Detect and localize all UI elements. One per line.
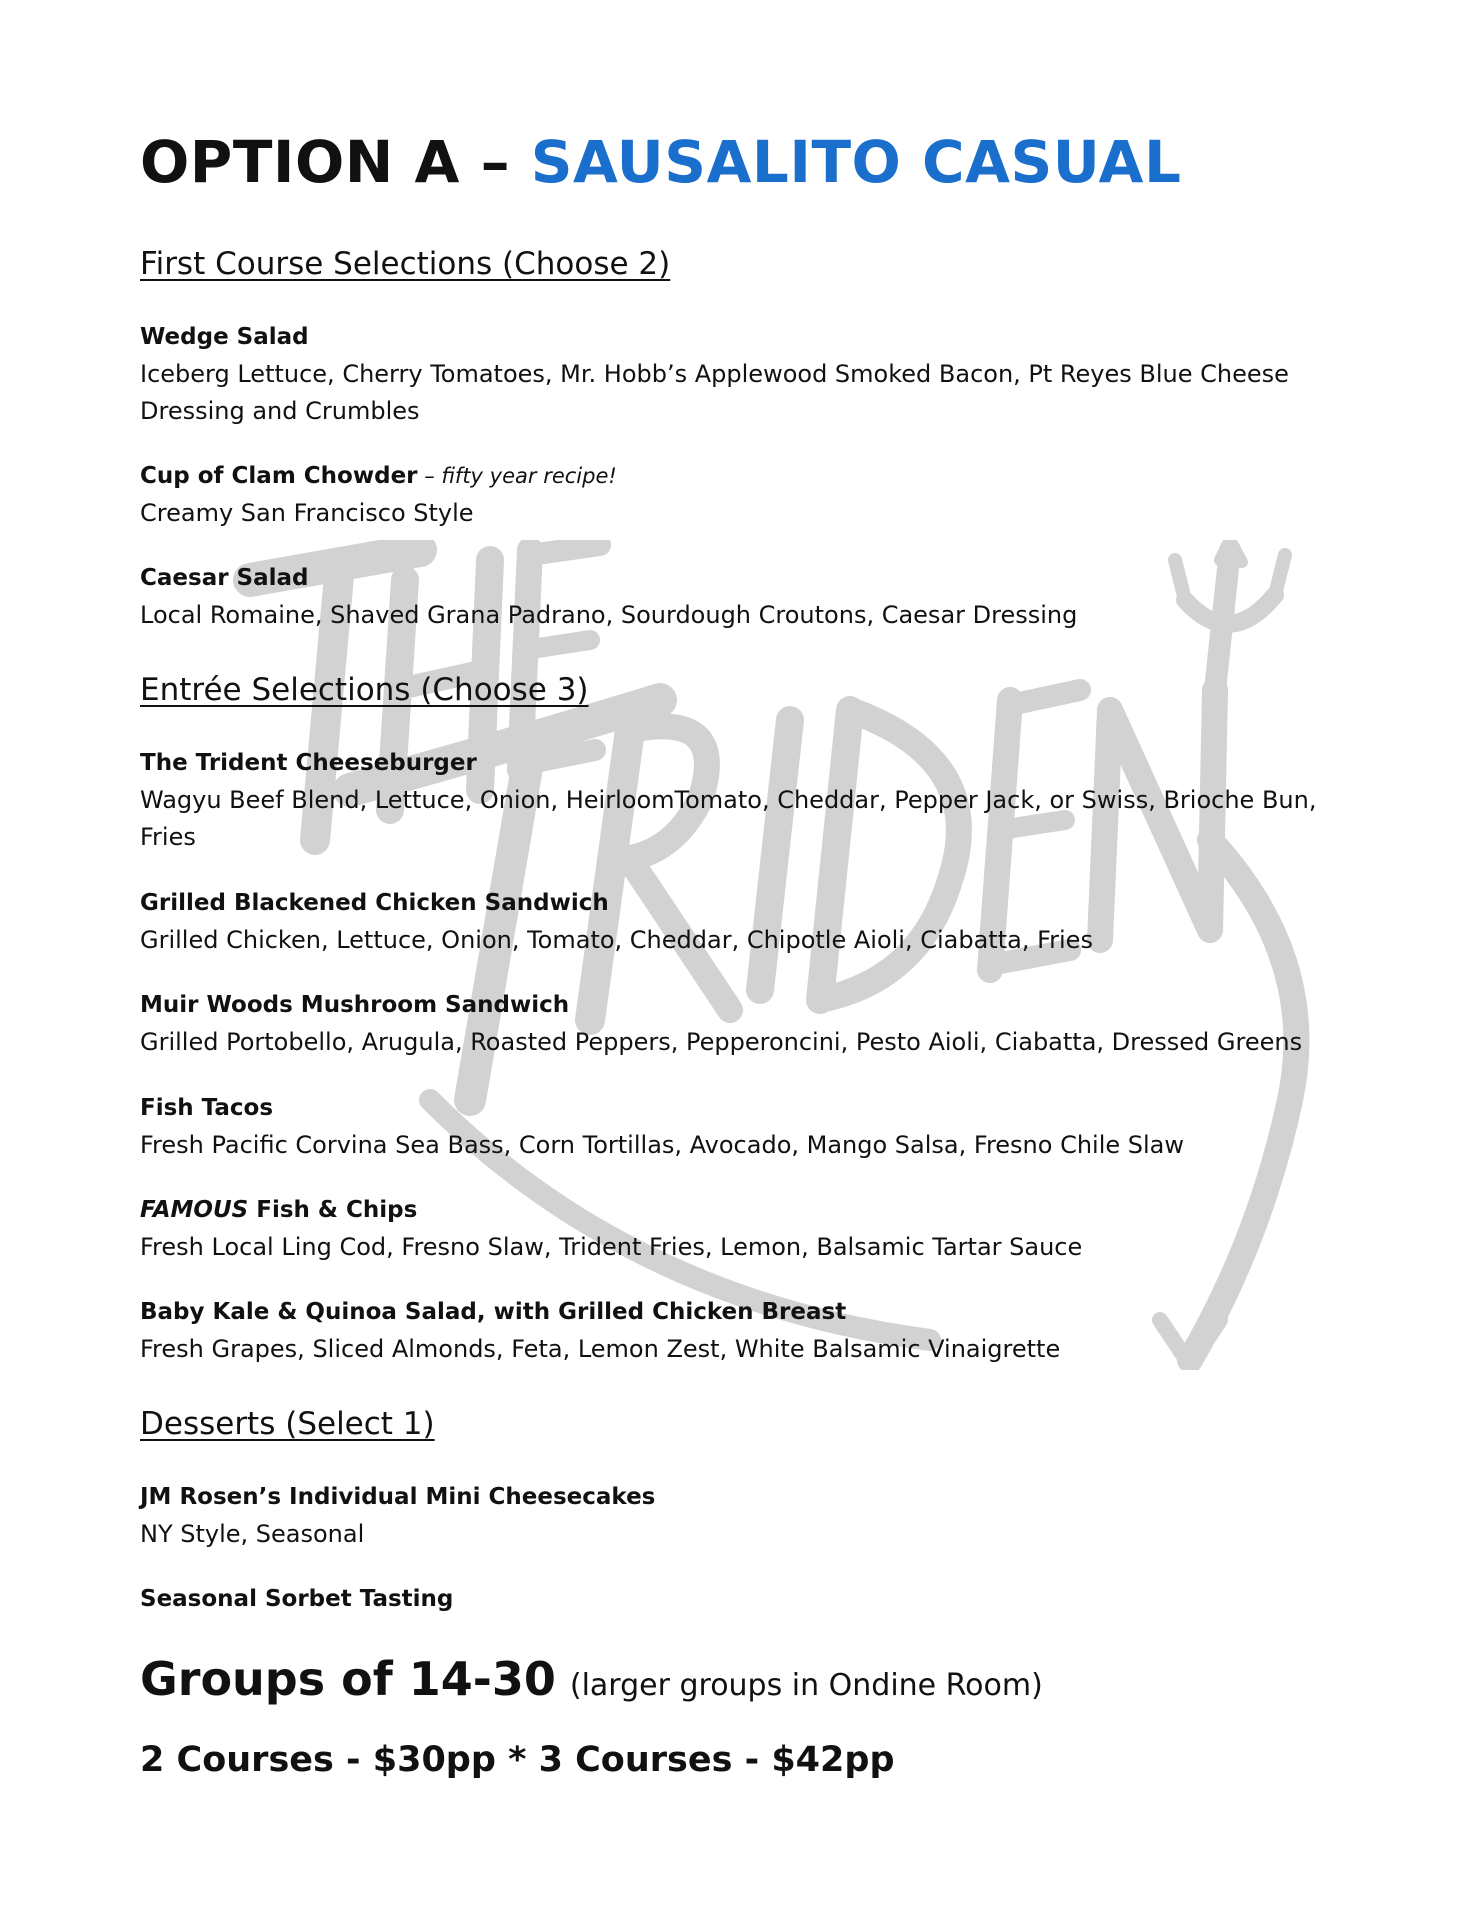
item-description: Fresh Pacific Corvina Sea Bass, Corn Tortillas, Avocado, Mango Salsa, Fresno Chile Slaw [140, 1131, 1185, 1159]
group-size: Groups of 14-30 [140, 1652, 556, 1706]
item-description: NY Style, Seasonal [140, 1520, 365, 1548]
first-course-item [140, 559, 1370, 634]
title-prefix: OPTION A – [140, 128, 511, 196]
group-size-note: (larger groups in Ondine Room) [569, 1668, 1043, 1703]
first-course-item [140, 318, 1370, 430]
dessert-item [140, 1478, 1370, 1553]
item-name: JM Rosen’s Individual Mini Cheesecakes [140, 1484, 656, 1510]
entree-item [140, 1089, 1370, 1164]
item-description: Local Romaine, Shaved Grana Padrano, Sourdough Croutons, Caesar Dressing [140, 601, 1078, 629]
menu-page [140, 0, 1370, 1920]
item-name-text: Fish & Chips [248, 1197, 418, 1223]
item-description: Creamy San Francisco Style [140, 499, 474, 527]
item-name [140, 457, 1370, 495]
item-name: Grilled Blackened Chicken Sandwich [140, 890, 609, 916]
desserts-heading: Desserts (Select 1) [140, 1406, 435, 1442]
item-name [140, 1191, 1370, 1229]
first-course-item [140, 457, 1370, 532]
entree-item [140, 884, 1370, 959]
item-note: – fifty year recipe! [417, 464, 617, 488]
item-name: Seasonal Sorbet Tasting [140, 1586, 454, 1612]
first-course-heading: First Course Selections (Choose 2) [140, 246, 671, 282]
dessert-item [140, 1580, 1370, 1618]
item-description: Fresh Local Ling Cod, Fresno Slaw, Trident Fries, Lemon, Balsamic Tartar Sauce [140, 1233, 1083, 1261]
pricing-line: 2 Courses - $30pp * 3 Courses - $42pp [140, 1740, 895, 1780]
item-name: The Trident Cheeseburger [140, 750, 477, 776]
entree-item [140, 986, 1370, 1061]
item-name-text: Cup of Clam Chowder [140, 463, 418, 489]
entree-heading: Entrée Selections (Choose 3) [140, 672, 589, 708]
item-name: Muir Woods Mushroom Sandwich [140, 992, 570, 1018]
item-name: Fish Tacos [140, 1095, 274, 1121]
entree-item [140, 1191, 1370, 1266]
item-name-emphasis: FAMOUS [140, 1197, 249, 1223]
item-name: Wedge Salad [140, 324, 309, 350]
item-name: Caesar Salad [140, 565, 309, 591]
item-description: Grilled Portobello, Arugula, Roasted Peppers, Pepperoncini, Pesto Aioli, Ciabatta, Dressed Greens [140, 1028, 1303, 1056]
title-accent: SAUSALITO CASUAL [530, 128, 1182, 196]
group-size-line [140, 1652, 1043, 1706]
item-description: Iceberg Lettuce, Cherry Tomatoes, Mr. Hobb’s Applewood Smoked Bacon, Pt Reyes Blue Cheese Dressing and Crumbles [140, 360, 1289, 425]
item-description: Grilled Chicken, Lettuce, Onion, Tomato, Cheddar, Chipotle Aioli, Ciabatta, Fries [140, 926, 1093, 954]
entree-item [140, 1293, 1370, 1368]
entree-item [140, 744, 1370, 856]
item-description: Fresh Grapes, Sliced Almonds, Feta, Lemon Zest, White Balsamic Vinaigrette [140, 1335, 1061, 1363]
item-description: Wagyu Beef Blend, Lettuce, Onion, HeirloomTomato, Cheddar, Pepper Jack, or Swiss, Brioche Bun, Fries [140, 786, 1317, 851]
item-name: Baby Kale & Quinoa Salad, with Grilled Chicken Breast [140, 1299, 847, 1325]
page-title [140, 128, 1181, 196]
